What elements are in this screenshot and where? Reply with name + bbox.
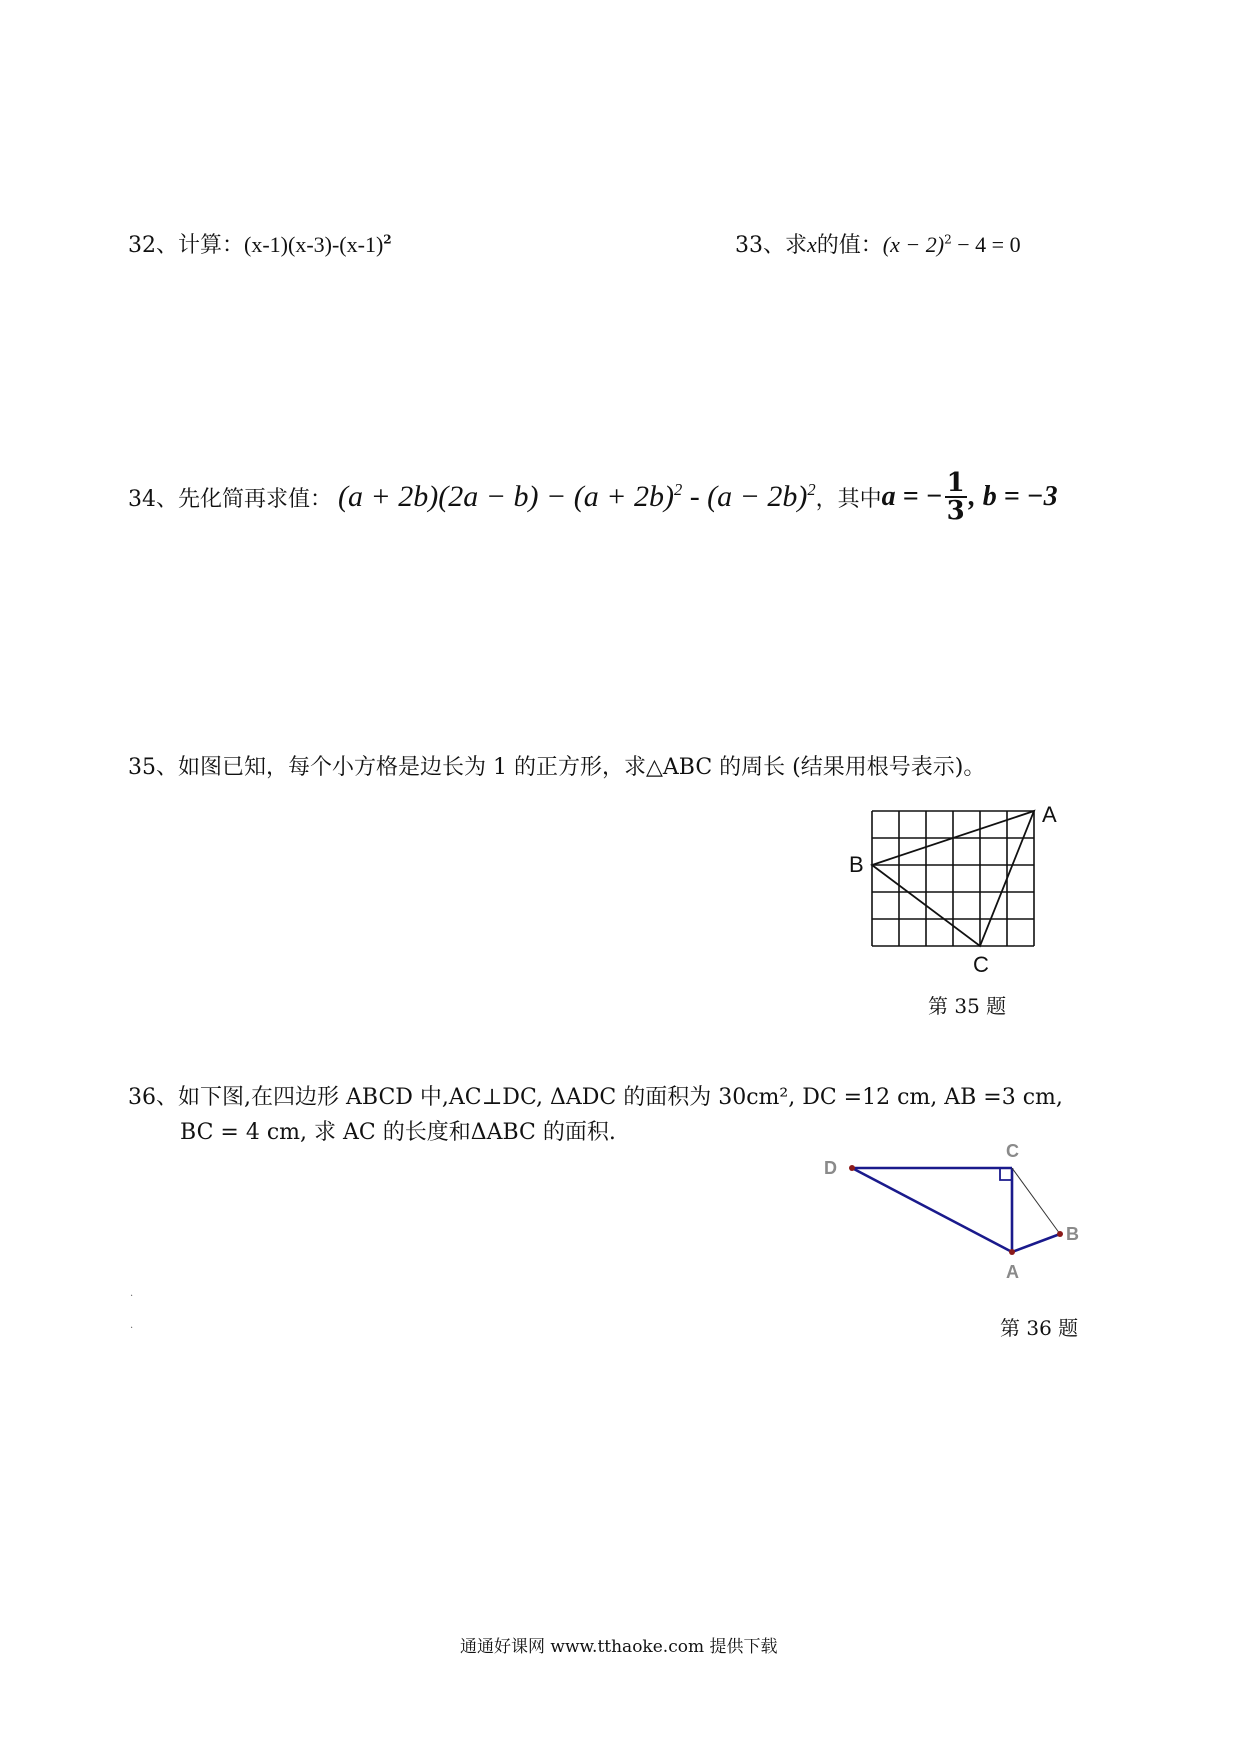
stray-mark: . — [130, 1288, 134, 1299]
condition-b: , b = −3 — [968, 481, 1058, 512]
expression: (x-1)(x-3)-(x-1) — [244, 232, 384, 257]
fraction-denominator: 3 — [946, 496, 965, 526]
question-34 — [128, 470, 1058, 524]
vertex-label-a: A — [1042, 802, 1057, 827]
question-label: 求 — [785, 233, 808, 258]
exponent: 2 — [383, 232, 392, 247]
fraction-numerator: 1 — [946, 468, 965, 498]
quadrilateral-figure — [820, 1140, 1100, 1290]
variable: x — [807, 232, 817, 257]
question-32 — [128, 228, 392, 259]
expression — [338, 480, 816, 514]
vertex-a-point — [1009, 1249, 1015, 1255]
exponent: 2 — [807, 480, 816, 499]
figure-caption: 第 35 题 — [928, 994, 1007, 1018]
question-label: 的值： — [816, 233, 883, 258]
page-footer: 通通好课网 www.tthaoke.com 提供下载 — [460, 1637, 778, 1657]
grid — [872, 811, 1034, 946]
segment-cb — [1012, 1168, 1060, 1234]
vertex-label-b: B — [849, 852, 864, 877]
vertex-label-a: A — [1006, 1262, 1019, 1282]
fraction — [945, 470, 967, 524]
where-label: ，其中 — [815, 486, 882, 512]
grid-triangle-figure — [845, 800, 1085, 980]
right-angle-mark — [1000, 1168, 1012, 1180]
question-33 — [735, 228, 1021, 259]
question-number: 34、 — [128, 486, 178, 512]
question-35: 35、如图已知，每个小方格是边长为 1 的正方形，求△ABC 的周长 (结果用根号表示)。 — [128, 755, 986, 780]
exponent: 2 — [673, 480, 683, 499]
vertex-label-d: D — [824, 1158, 837, 1178]
expression-term: − (a + 2b) — [538, 480, 674, 513]
expression-rest: − 4 = 0 — [951, 232, 1021, 257]
question-number: 33、 — [735, 233, 785, 258]
vertex-d-point — [849, 1165, 855, 1171]
vertex-label-c: C — [973, 952, 989, 977]
vertex-label-b: B — [1066, 1224, 1079, 1244]
question-36-line-2: BC = 4 cm, 求 AC 的长度和ΔABC 的面积. — [180, 1120, 616, 1145]
expression-term: (a + 2b)(2a − b) — [338, 480, 539, 513]
expression: (x − 2) — [882, 232, 945, 257]
expression-term: - (a − 2b) — [682, 480, 808, 513]
question-36-line-1: 36、如下图,在四边形 ABCD 中,AC⊥DC, ΔADC 的面积为 30cm², DC =12 cm, AB =3 cm, — [128, 1085, 1063, 1110]
vertex-b-point — [1057, 1231, 1063, 1237]
question-label: 先化简再求值： — [178, 486, 333, 512]
exponent: 2 — [944, 232, 952, 247]
vertex-label-c: C — [1006, 1141, 1019, 1161]
stray-mark: . — [130, 1320, 134, 1331]
question-label: 计算： — [178, 233, 245, 258]
figure-caption: 第 36 题 — [1000, 1316, 1079, 1340]
question-number: 32、 — [128, 233, 178, 258]
condition-a: a = − — [881, 481, 943, 512]
